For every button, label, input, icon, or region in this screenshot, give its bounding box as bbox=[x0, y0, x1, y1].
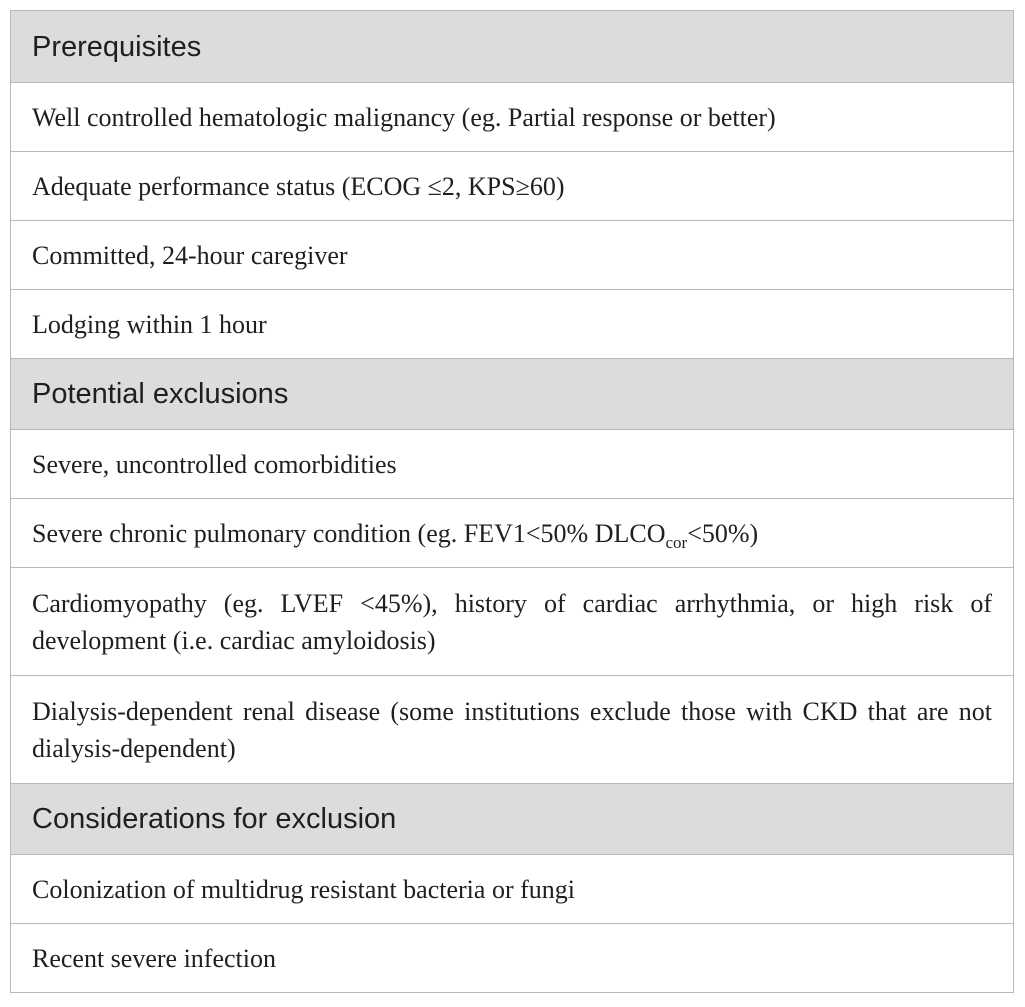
criteria-table bbox=[10, 10, 1014, 993]
table-row bbox=[11, 675, 1013, 783]
table-row bbox=[11, 151, 1013, 220]
section-heading: Considerations for exclusion bbox=[32, 803, 397, 835]
row-text: Dialysis-dependent renal disease (some institutions exclude those with CKD that are not dialysis-dependent) bbox=[32, 696, 992, 763]
row-text: Cardiomyopathy (eg. LVEF <45%), history of cardiac arrhythmia, or high risk of development (i.e. cardiac amyloidosis) bbox=[32, 588, 992, 655]
row-text: Recent severe infection bbox=[32, 943, 276, 973]
table-row bbox=[11, 854, 1013, 923]
section-header-potential-exclusions bbox=[11, 358, 1013, 429]
row-text-before-subscript: Severe chronic pulmonary condition (eg. FEV1<50% DLCO bbox=[32, 518, 666, 548]
row-text: Lodging within 1 hour bbox=[32, 309, 267, 339]
row-text-after-subscript: <50%) bbox=[687, 518, 759, 548]
section-header-prerequisites bbox=[11, 11, 1013, 82]
row-text bbox=[32, 515, 758, 552]
section-heading: Potential exclusions bbox=[32, 378, 289, 410]
row-text: Colonization of multidrug resistant bacteria or fungi bbox=[32, 874, 575, 904]
table-row bbox=[11, 498, 1013, 567]
table-row bbox=[11, 429, 1013, 498]
section-header-considerations-for-exclusion bbox=[11, 783, 1013, 854]
table-row bbox=[11, 82, 1013, 151]
row-text: Well controlled hematologic malignancy (eg. Partial response or better) bbox=[32, 102, 776, 132]
table-row bbox=[11, 289, 1013, 358]
subscript-cor: cor bbox=[665, 532, 688, 552]
table-row bbox=[11, 220, 1013, 289]
table-row bbox=[11, 567, 1013, 675]
section-heading: Prerequisites bbox=[32, 30, 202, 63]
row-text: Severe, uncontrolled comorbidities bbox=[32, 449, 397, 479]
row-text: Adequate performance status (ECOG ≤2, KPS≥60) bbox=[32, 171, 565, 201]
table-row bbox=[11, 923, 1013, 992]
row-text: Committed, 24-hour caregiver bbox=[32, 240, 348, 270]
